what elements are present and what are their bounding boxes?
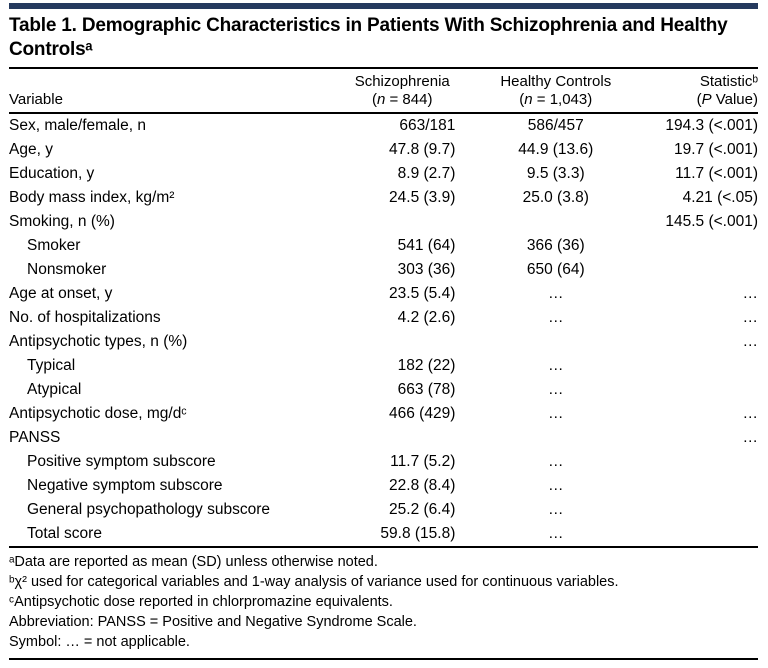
cell-controls: …: [548, 477, 564, 494]
footnote-abbreviation: Abbreviation: PANSS = Positive and Negative Syndrome Scale.: [9, 614, 417, 630]
footnote-symbol: Symbol: … = not applicable.: [9, 634, 190, 650]
table-title: Table 1. Demographic Characteristics in Patients With Schizophrenia and Healthy Controlsᵃ: [9, 13, 758, 69]
header-controls-name: Healthy Controls: [500, 73, 612, 90]
table-row: [9, 258, 758, 282]
cell-schizophrenia: 25.2 (6.4): [389, 501, 456, 518]
cell-variable: Age, y: [9, 141, 53, 158]
cell-schizophrenia: 182 (22): [397, 357, 456, 374]
header-variable-label: Variable: [9, 91, 63, 108]
cell-variable: Body mass index, kg/m²: [9, 189, 175, 206]
top-accent-bar: [9, 3, 758, 9]
n-symbol: n: [524, 91, 533, 108]
cell-schizophrenia: 11.7 (5.2): [390, 453, 456, 470]
table-row: [9, 234, 758, 258]
cell-statistic: …: [742, 333, 758, 350]
cell-controls: …: [548, 357, 564, 374]
footnotes: [9, 546, 758, 660]
cell-schizophrenia: 22.8 (8.4): [389, 477, 456, 494]
cell-variable: Antipsychotic types, n (%): [9, 333, 188, 350]
p-value-label: Value): [711, 91, 758, 108]
table-row: [9, 354, 758, 378]
cell-variable: Positive symptom subscore: [27, 453, 216, 470]
column-header-controls: [473, 69, 638, 113]
cell-statistic: [638, 378, 758, 402]
cell-controls: 586/457: [527, 117, 584, 134]
demographics-table: [9, 69, 758, 546]
n-value: = 1,043): [532, 91, 593, 108]
cell-controls: [473, 210, 638, 234]
n-value: = 844): [385, 91, 433, 108]
cell-controls: 650 (64): [526, 261, 585, 278]
p-symbol: P: [701, 91, 712, 108]
cell-schizophrenia: [331, 426, 473, 450]
cell-controls: 366 (36): [526, 237, 585, 254]
table-row: [9, 138, 758, 162]
cell-schizophrenia: 23.5 (5.4): [389, 285, 456, 302]
header-statistic-name: Statisticᵇ: [699, 73, 758, 90]
cell-controls: …: [548, 501, 564, 518]
cell-schizophrenia: 466 (429): [389, 405, 456, 422]
cell-schizophrenia: 59.8 (15.8): [380, 525, 456, 542]
cell-schizophrenia: 663/181: [399, 117, 456, 134]
n-symbol: n: [376, 91, 386, 108]
table-row: [9, 186, 758, 210]
cell-variable: Negative symptom subscore: [27, 477, 223, 494]
cell-statistic: …: [742, 405, 758, 422]
cell-variable: Education, y: [9, 165, 95, 182]
cell-controls: …: [548, 453, 564, 470]
cell-controls: …: [548, 309, 564, 326]
cell-statistic: 145.5 (<.001): [665, 213, 758, 230]
table-row: [9, 522, 758, 546]
column-header-statistic: [638, 69, 758, 113]
cell-schizophrenia: 24.5 (3.9): [389, 189, 456, 206]
cell-statistic: …: [742, 285, 758, 302]
cell-controls: …: [548, 405, 564, 422]
cell-statistic: [638, 450, 758, 474]
cell-variable: No. of hospitalizations: [9, 309, 161, 326]
cell-controls: 9.5 (3.3): [526, 165, 585, 182]
cell-variable: Total score: [27, 525, 102, 542]
cell-statistic: [638, 354, 758, 378]
column-header-schizophrenia: [331, 69, 473, 113]
header-statistic-pvalue: [697, 91, 758, 108]
paren-open: (: [519, 91, 525, 108]
header-schizophrenia-name: Schizophrenia: [354, 73, 450, 90]
paren-open: (: [371, 91, 377, 108]
cell-statistic: 11.7 (<.001): [675, 165, 758, 182]
cell-schizophrenia: [331, 330, 473, 354]
cell-controls: [473, 426, 638, 450]
cell-schizophrenia: 4.2 (2.6): [397, 309, 456, 326]
cell-controls: [473, 330, 638, 354]
cell-schizophrenia: [331, 210, 473, 234]
table-row: [9, 306, 758, 330]
table-row: [9, 330, 758, 354]
table-row: [9, 402, 758, 426]
table-row: [9, 498, 758, 522]
cell-variable: Atypical: [27, 381, 82, 398]
table-row: [9, 282, 758, 306]
cell-variable: Smoker: [27, 237, 81, 254]
cell-schizophrenia: 663 (78): [397, 381, 456, 398]
cell-variable: PANSS: [9, 429, 61, 446]
cell-variable: Sex, male/female, n: [9, 117, 146, 134]
paren-open: (: [696, 91, 702, 108]
cell-schizophrenia: 541 (64): [397, 237, 456, 254]
cell-statistic: 4.21 (<.05): [682, 189, 758, 206]
table-row: [9, 450, 758, 474]
table-body: [9, 113, 758, 546]
cell-statistic: [638, 234, 758, 258]
footnote-data-note: ᵃData are reported as mean (SD) unless otherwise noted.: [9, 554, 378, 570]
cell-statistic: [638, 522, 758, 546]
cell-variable: Nonsmoker: [27, 261, 107, 278]
cell-statistic: [638, 474, 758, 498]
cell-statistic: 194.3 (<.001): [665, 117, 758, 134]
cell-variable: Age at onset, y: [9, 285, 113, 302]
table-row: [9, 426, 758, 450]
cell-controls: …: [548, 525, 564, 542]
table-row: [9, 378, 758, 402]
cell-statistic: …: [742, 429, 758, 446]
cell-variable: General psychopathology subscore: [27, 501, 270, 518]
cell-statistic: 19.7 (<.001): [673, 141, 758, 158]
cell-variable: Smoking, n (%): [9, 213, 115, 230]
table-row: [9, 113, 758, 138]
table-row: [9, 210, 758, 234]
table-header: [9, 69, 758, 113]
header-controls-n: [519, 91, 592, 108]
cell-statistic: [638, 258, 758, 282]
header-row: [9, 69, 758, 113]
cell-controls: …: [548, 381, 564, 398]
cell-controls: …: [548, 285, 564, 302]
cell-schizophrenia: 8.9 (2.7): [397, 165, 456, 182]
table-row: [9, 474, 758, 498]
column-header-variable: [9, 69, 331, 113]
footnote-chi-square: ᵇχ² used for categorical variables and 1-way analysis of variance used for continuous variables.: [9, 574, 619, 590]
cell-schizophrenia: 47.8 (9.7): [389, 141, 456, 158]
header-schizophrenia-n: [372, 91, 432, 108]
cell-variable: Typical: [27, 357, 76, 374]
cell-statistic: [638, 498, 758, 522]
cell-variable: Antipsychotic dose, mg/dᶜ: [9, 405, 187, 422]
cell-controls: 44.9 (13.6): [518, 141, 594, 158]
table-row: [9, 162, 758, 186]
cell-controls: 25.0 (3.8): [522, 189, 589, 206]
footnote-dose: ᶜAntipsychotic dose reported in chlorpromazine equivalents.: [9, 594, 393, 610]
cell-schizophrenia: 303 (36): [397, 261, 456, 278]
cell-statistic: …: [742, 309, 758, 326]
